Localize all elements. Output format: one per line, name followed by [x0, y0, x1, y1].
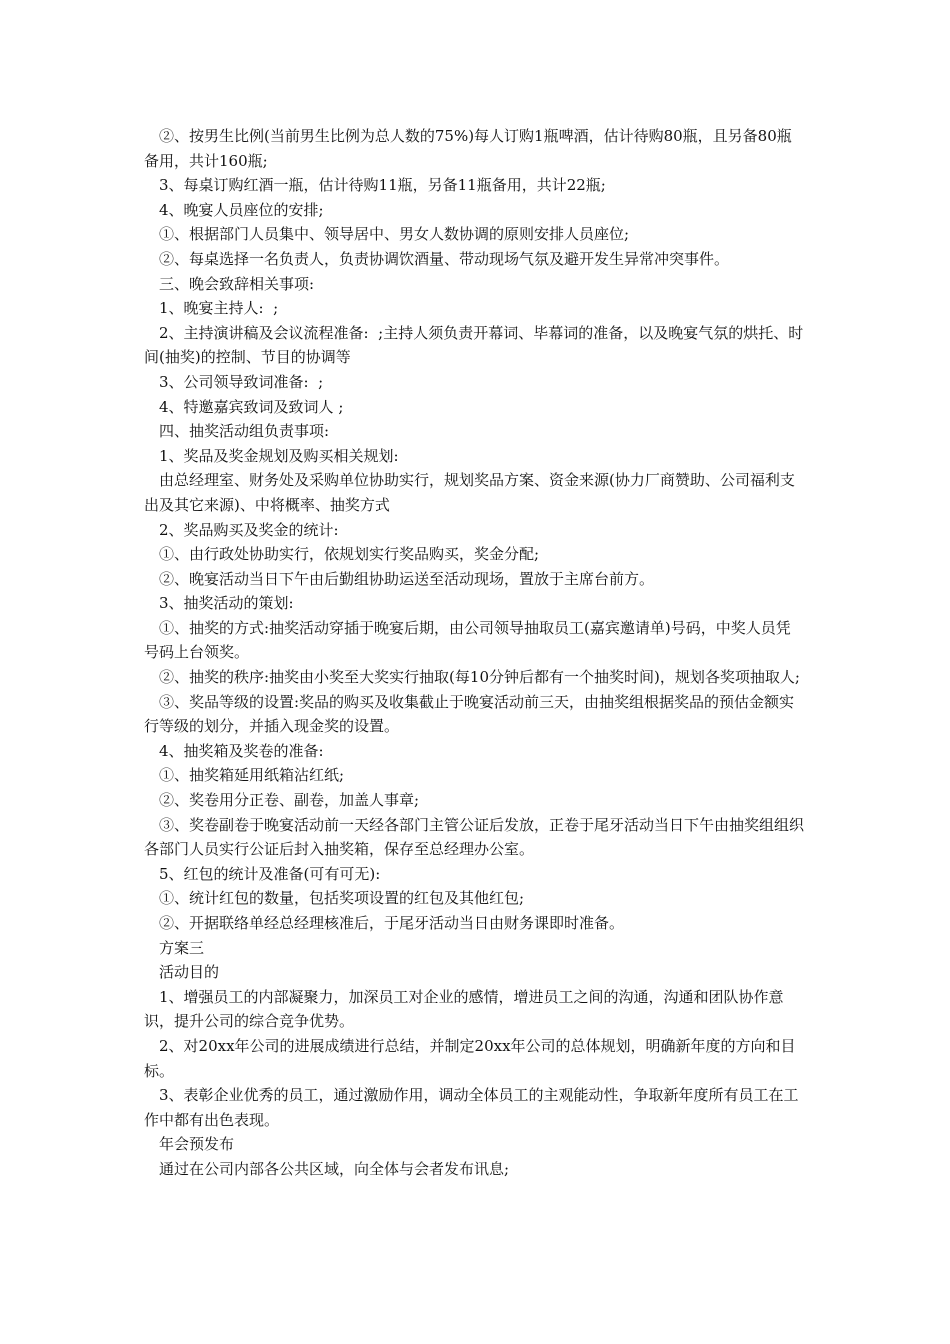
- paragraph: 1、奖品及奖金规划及购买相关规划:: [159, 446, 399, 465]
- paragraph: 1、晚宴主持人: ;: [159, 299, 279, 318]
- paragraph: ③、奖品等级的设置:奖品的购买及收集截止于晚宴活动前三天，由抽奖组根据奖品的预估金额实行等级的划分，并插入现金奖的设置。: [144, 692, 795, 736]
- paragraph: 3、抽奖活动的策划:: [159, 594, 294, 613]
- paragraph: ①、根据部门人员集中、领导居中、男女人数协调的原则安排人员座位;: [159, 225, 630, 244]
- paragraph: 3、每桌订购红酒一瓶，估计待购11瓶，另备11瓶备用，共计22瓶;: [159, 176, 606, 195]
- paragraph: 通过在公司内部各公共区域，向全体与会者发布讯息;: [159, 1159, 510, 1178]
- paragraph: 4、抽奖箱及奖卷的准备:: [159, 741, 324, 760]
- paragraph: ②、奖卷用分正卷、副卷，加盖人事章;: [159, 791, 420, 810]
- section-heading: 三、晚会致辞相关事项:: [159, 274, 315, 293]
- document-body: [144, 124, 804, 1182]
- section-heading: 方案三: [159, 938, 205, 957]
- paragraph: 4、晚宴人员座位的安排;: [159, 200, 324, 219]
- paragraph: 2、奖品购买及奖金的统计:: [159, 520, 339, 539]
- paragraph: 4、特邀嘉宾致词及致词人 ;: [159, 397, 344, 416]
- paragraph: 2、主持演讲稿及会议流程准备: ;主持人须负责开幕词、毕幕词的准备，以及晚宴气氛的烘托、时间(抽奖)的控制、节目的协调等: [144, 323, 804, 367]
- paragraph: ②、按男生比例(当前男生比例为总人数的75%)每人订购1瓶啤酒，估计待购80瓶，且另备80瓶备用，共计160瓶;: [144, 127, 792, 170]
- paragraph: 3、表彰企业优秀的员工，通过激励作用，调动全体员工的主观能动性，争取新年度所有员工在工作中都有出色表现。: [144, 1086, 799, 1129]
- paragraph: ①、抽奖箱延用纸箱沾红纸;: [159, 766, 345, 785]
- paragraph: ②、抽奖的秩序:抽奖由小奖至大奖实行抽取(每10分钟后都有一个抽奖时间)，规划各奖项抽取人;: [159, 668, 800, 687]
- paragraph: ①、统计红包的数量，包括奖项设置的红包及其他红包;: [159, 889, 525, 908]
- paragraph: ②、每桌选择一名负责人，负责协调饮酒量、带动现场气氛及避开发生异常冲突事件。: [159, 249, 730, 268]
- paragraph: ②、开据联络单经总经理核准后，于尾牙活动当日由财务课即时准备。: [159, 914, 625, 932]
- paragraph: 3、公司领导致词准备: ;: [159, 372, 324, 391]
- paragraph: ②、晚宴活动当日下午由后勤组协助运送至活动现场，置放于主席台前方。: [159, 569, 655, 588]
- paragraph: 2、对20xx年公司的进展成绩进行总结，并制定20xx年公司的总体规划，明确新年度的方向和目标。: [144, 1036, 796, 1080]
- section-heading: 活动目的: [159, 963, 220, 982]
- paragraph: 5、红包的统计及准备(可有可无):: [159, 864, 381, 883]
- paragraph: 1、增强员工的内部凝聚力，加深员工对企业的感情，增进员工之间的沟通，沟通和团队协作意识，提升公司的综合竞争优势。: [144, 987, 784, 1031]
- paragraph: 由总经理室、财务处及采购单位协助实行，规划奖品方案、资金来源(协力厂商赞助、公司福利支出及其它来源)、中将概率、抽奖方式: [144, 471, 795, 514]
- section-heading: 年会预发布: [159, 1135, 235, 1154]
- section-heading: 四、抽奖活动组负责事项:: [159, 422, 330, 441]
- paragraph: ①、由行政处协助实行，依规划实行奖品购买，奖金分配;: [159, 545, 540, 564]
- paragraph: ③、奖卷副卷于晚宴活动前一天经各部门主管公证后发放，正卷于尾牙活动当日下午由抽奖组组织各部门人员实行公证后封入抽奖箱，保存至总经理办公室。: [144, 815, 805, 859]
- paragraph: ①、抽奖的方式:抽奖活动穿插于晚宴后期，由公司领导抽取员工(嘉宾邀请单)号码，中奖人员凭号码上台领奖。: [144, 618, 791, 662]
